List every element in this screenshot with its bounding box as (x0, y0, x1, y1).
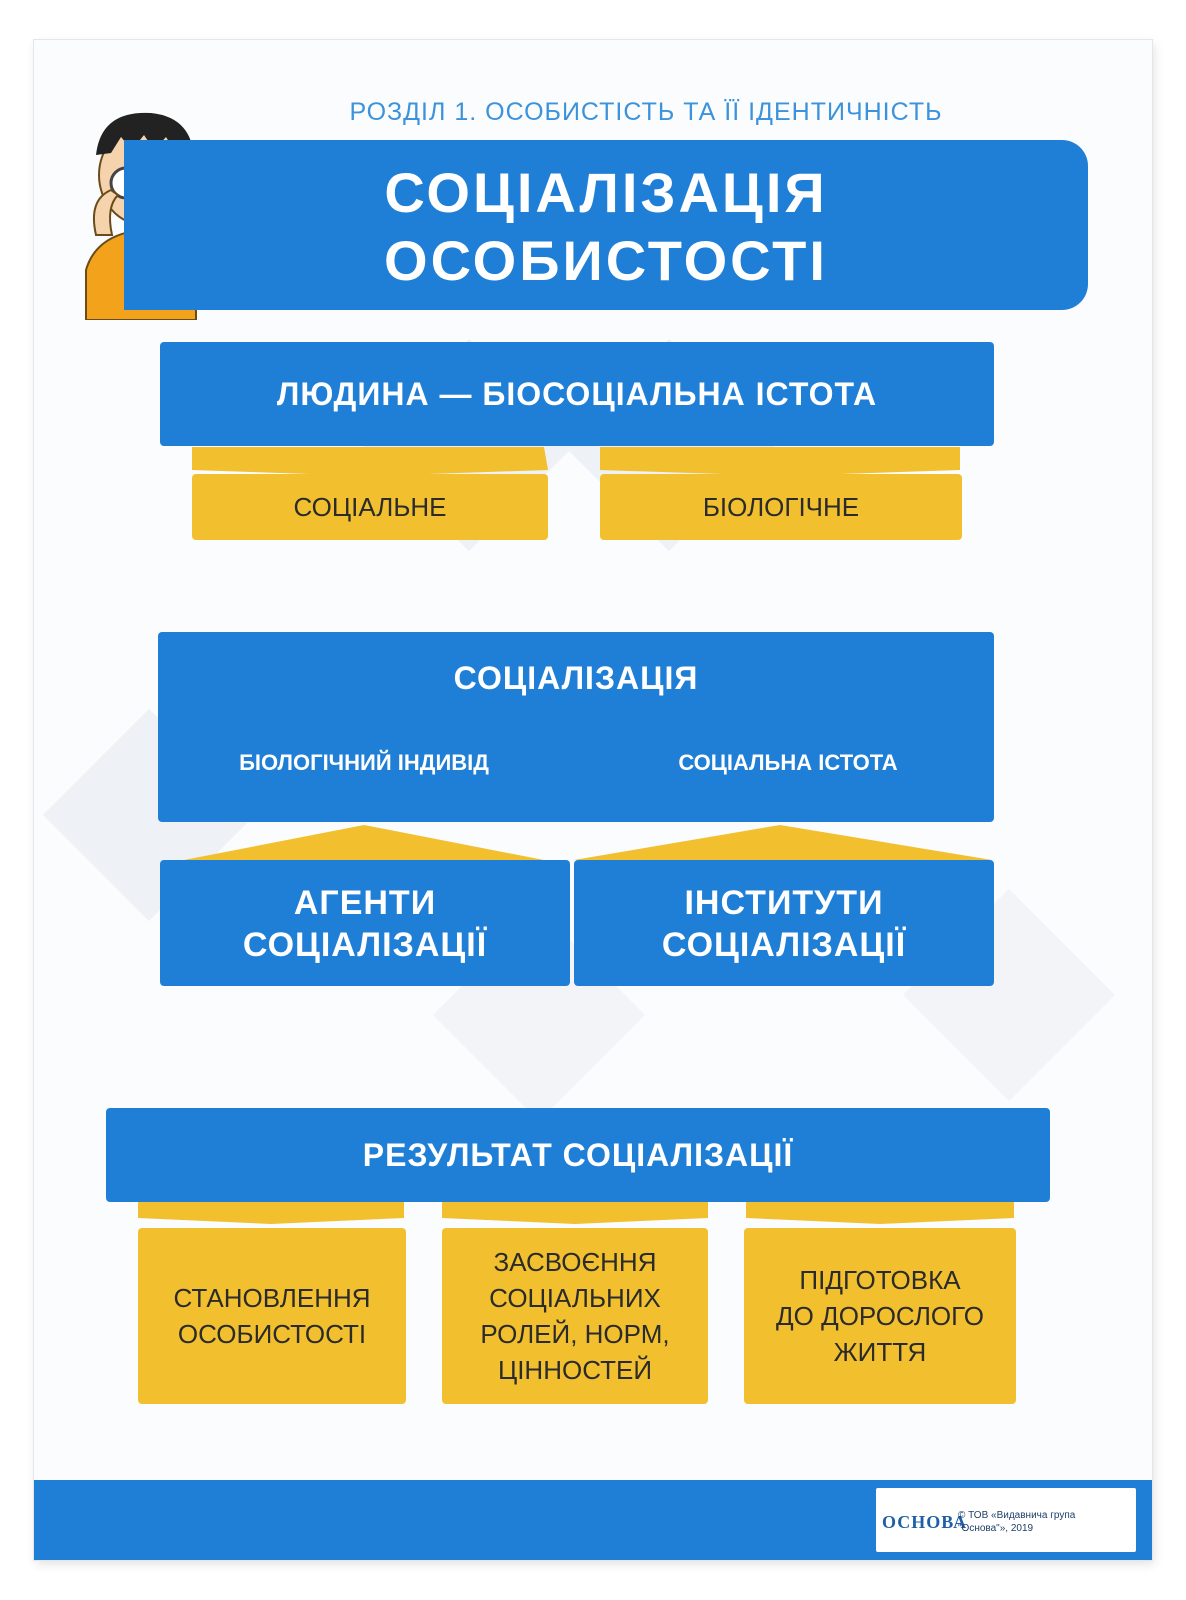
agents-box (160, 860, 570, 986)
section-label: РОЗДІЛ 1. ОСОБИСТІСТЬ ТА ЇЇ ІДЕНТИЧНІСТЬ (349, 98, 943, 126)
chevron-connector (600, 447, 960, 476)
social-being-label: СОЦІАЛЬНА ІСТОТА (678, 750, 898, 775)
result-item-line: СТАНОВЛЕННЯ (173, 1283, 371, 1313)
page-title-line2: ОСОБИСТОСТІ (384, 229, 828, 292)
result-item-line: ЦІННОСТЕЙ (497, 1355, 653, 1385)
result-item-line: СОЦІАЛЬНИХ (489, 1283, 661, 1313)
result-item (442, 1228, 708, 1404)
result-item-line: ОСОБИСТОСТІ (177, 1319, 367, 1349)
chevron-connector (138, 1200, 404, 1224)
result-item-line: РОЛЕЙ, НОРМ, (480, 1319, 670, 1349)
biological-box (600, 474, 962, 540)
biological-label: БІОЛОГІЧНЕ (702, 492, 860, 522)
result-item-line: ЗАСВОЄННЯ (493, 1247, 657, 1277)
result-item-line: ДО ДОРОСЛОГО (776, 1301, 984, 1331)
agents-line1: АГЕНТИ (293, 884, 437, 922)
page-title-line1: СОЦІАЛІЗАЦІЯ (384, 161, 828, 224)
result-item (138, 1228, 406, 1404)
result-heading-text: РЕЗУЛЬТАТ СОЦІАЛІЗАЦІЇ (362, 1136, 794, 1173)
social-label: СОЦІАЛЬНЕ (293, 492, 447, 522)
chevron-connector (574, 825, 992, 860)
copyright-text (958, 1509, 1128, 1535)
biosocial-heading-text: ЛЮДИНА — БІОСОЦІАЛЬНА ІСТОТА (276, 375, 878, 412)
institutes-line2: СОЦІАЛІЗАЦІЇ (661, 926, 907, 964)
biological-individual-label: БІОЛОГІЧНИЙ ІНДИВІД (239, 750, 489, 775)
socialization-box (158, 632, 994, 822)
chevron-connector (746, 1200, 1014, 1224)
copyright-line2: "Основа"», 2019 (958, 1523, 1034, 1534)
socialization-heading: СОЦІАЛІЗАЦІЯ (453, 660, 699, 696)
result-item-line: ПІДГОТОВКА (799, 1265, 961, 1295)
social-box (192, 474, 548, 540)
result-item (744, 1228, 1016, 1404)
agents-line2: СОЦІАЛІЗАЦІЇ (242, 926, 488, 964)
copyright-line1: © ТОВ «Видавнича група (958, 1510, 1076, 1521)
biosocial-heading (160, 342, 994, 446)
poster (34, 40, 1152, 1560)
result-item-line: ЖИТТЯ (833, 1337, 927, 1367)
institutes-box (574, 860, 994, 986)
publisher-logo: ОСНОВА (882, 1512, 968, 1532)
chevron-connector (192, 447, 548, 476)
result-heading (106, 1108, 1050, 1202)
chevron-connector (184, 825, 544, 860)
chevron-connector (442, 1200, 708, 1224)
institutes-line1: ІНСТИТУТИ (684, 884, 884, 922)
